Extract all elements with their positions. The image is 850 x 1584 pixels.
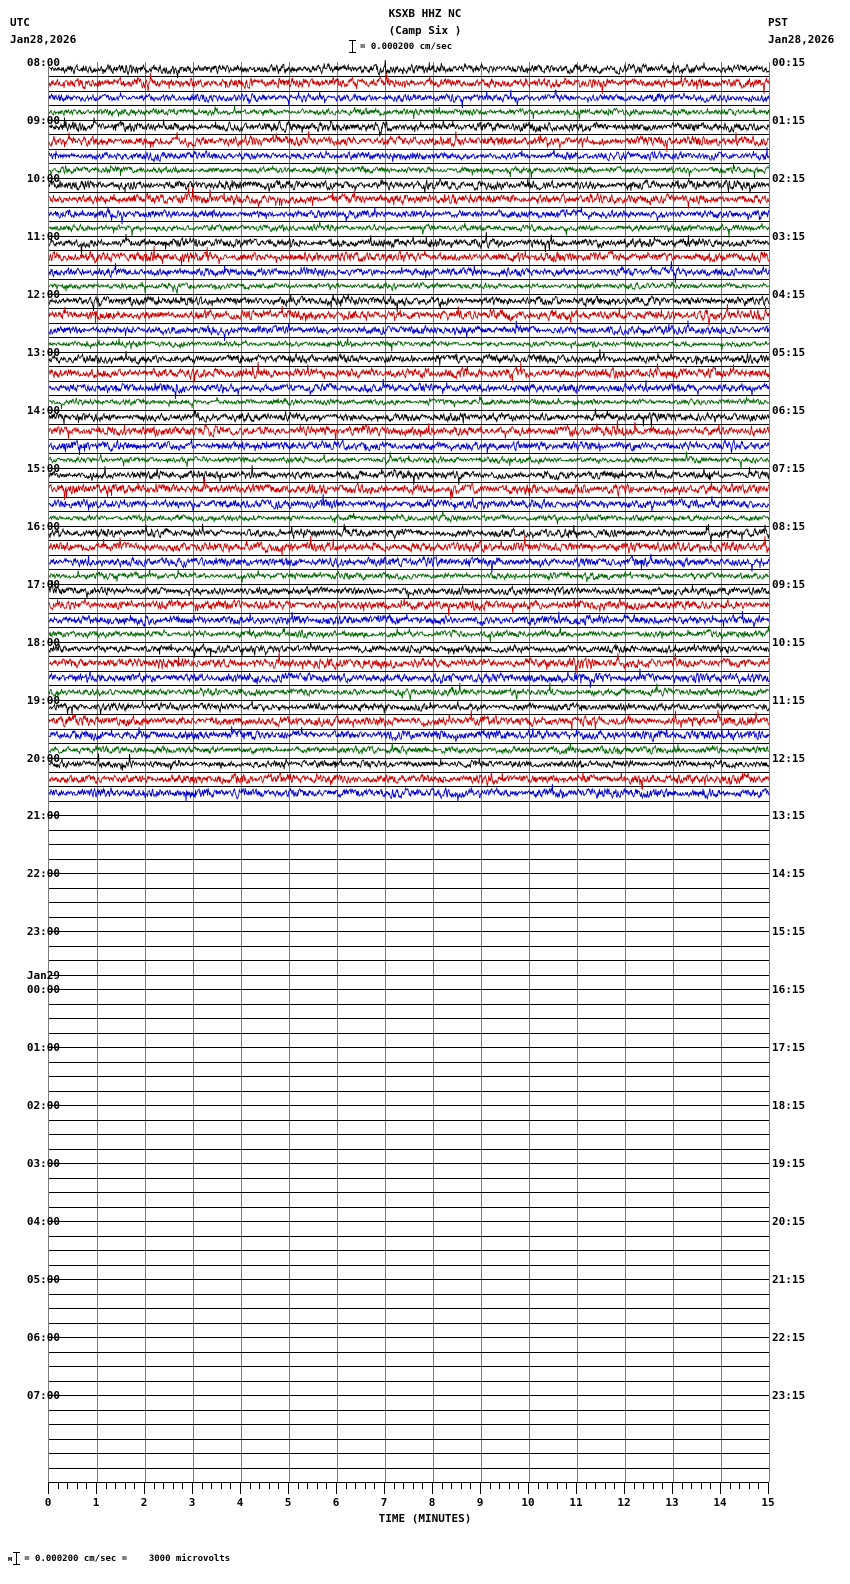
trace-baseline	[49, 888, 769, 889]
pst-time-label: 19:15	[772, 1157, 806, 1171]
axis-tick-minor	[422, 1483, 423, 1489]
trace-baseline	[49, 815, 769, 816]
axis-tick-major	[288, 1483, 289, 1494]
footer-scale-note	[8, 1552, 230, 1565]
trace-baseline	[49, 1250, 769, 1251]
axis-tick-minor	[730, 1483, 731, 1489]
trace-baseline	[49, 975, 769, 976]
trace-baseline	[49, 960, 769, 961]
axis-tick-minor	[634, 1483, 635, 1489]
axis-tick-label: 13	[665, 1496, 679, 1509]
pst-time-label: 17:15	[772, 1041, 806, 1055]
axis-tick-minor	[269, 1483, 270, 1489]
trace-baseline	[49, 1381, 769, 1382]
axis-tick-label: 5	[284, 1496, 292, 1509]
footer-scale-bar-icon	[13, 1552, 20, 1565]
utc-time-label: 05:00	[26, 1273, 60, 1287]
axis-tick-minor	[739, 1483, 740, 1489]
right-timezone-label: PST	[768, 16, 788, 29]
axis-tick-minor	[518, 1483, 519, 1489]
axis-tick-label: 2	[140, 1496, 148, 1509]
station-title: KSXB HHZ NC	[388, 7, 462, 20]
pst-time-label: 06:15	[772, 403, 806, 417]
utc-time-label: 10:00	[26, 171, 60, 185]
axis-tick-minor	[58, 1483, 59, 1489]
axis-tick-minor	[250, 1483, 251, 1489]
pst-time-label: 08:15	[772, 519, 806, 533]
utc-time-label: 03:00	[26, 1157, 60, 1171]
trace-baseline	[49, 1120, 769, 1121]
axis-tick-label: 15	[761, 1496, 775, 1509]
axis-tick-minor	[317, 1483, 318, 1489]
trace-baseline	[49, 1149, 769, 1150]
utc-time-label: 17:00	[26, 577, 60, 591]
utc-time-label: 11:00	[26, 229, 60, 243]
trace-baseline	[49, 1308, 769, 1309]
axis-tick-minor	[278, 1483, 279, 1489]
axis-tick-major	[528, 1483, 529, 1494]
utc-time-label: 13:00	[26, 345, 60, 359]
helicorder-plot[interactable]	[48, 62, 770, 1482]
axis-tick-minor	[211, 1483, 212, 1489]
utc-time-label: 23:00	[26, 925, 60, 939]
utc-time-label: 16:00	[26, 519, 60, 533]
axis-tick-minor	[691, 1483, 692, 1489]
axis-tick-minor	[442, 1483, 443, 1489]
axis-tick-minor	[595, 1483, 596, 1489]
x-axis-title: TIME (MINUTES)	[378, 1512, 472, 1525]
trace-baseline	[49, 1221, 769, 1222]
left-date-label: Jan28,2026	[10, 33, 77, 46]
utc-time-label: 08:00	[26, 56, 60, 69]
pst-time-label: 03:15	[772, 229, 806, 243]
pst-time-label: 20:15	[772, 1215, 806, 1229]
trace-baseline	[49, 830, 769, 831]
axis-tick-minor	[403, 1483, 404, 1489]
axis-tick-minor	[365, 1483, 366, 1489]
axis-tick-minor	[355, 1483, 356, 1489]
micro-symbol: м	[8, 1554, 13, 1563]
trace-baseline	[49, 931, 769, 932]
axis-tick-major	[384, 1483, 385, 1494]
axis-tick-label: 3	[188, 1496, 196, 1509]
axis-tick-minor	[230, 1483, 231, 1489]
scale-bar-icon	[349, 40, 356, 53]
axis-tick-label: 0	[44, 1496, 52, 1509]
axis-tick-label: 10	[521, 1496, 535, 1509]
pst-time-label: 18:15	[772, 1099, 806, 1113]
axis-tick-major	[96, 1483, 97, 1494]
trace-baseline	[49, 1192, 769, 1193]
trace-baseline	[49, 1134, 769, 1135]
axis-tick-minor	[202, 1483, 203, 1489]
trace-baseline	[49, 1424, 769, 1425]
pst-time-label: 21:15	[772, 1273, 806, 1287]
right-date-label: Jan28,2026	[768, 33, 835, 46]
amplitude-scale-legend	[349, 40, 452, 53]
utc-time-label: 19:00	[26, 693, 60, 707]
pst-time-label: 13:15	[772, 809, 806, 823]
axis-tick-minor	[67, 1483, 68, 1489]
axis-tick-major	[144, 1483, 145, 1494]
utc-time-label: 15:00	[26, 461, 60, 475]
pst-time-label: 10:15	[772, 635, 806, 649]
pst-time-label: 15:15	[772, 925, 806, 939]
pst-time-label: 07:15	[772, 461, 806, 475]
axis-tick-minor	[134, 1483, 135, 1489]
trace-baseline	[49, 1047, 769, 1048]
axis-tick-minor	[106, 1483, 107, 1489]
utc-time-label: 00:00	[26, 983, 60, 997]
utc-time-label: 22:00	[26, 867, 60, 881]
axis-tick-minor	[710, 1483, 711, 1489]
trace-baseline	[49, 1018, 769, 1019]
trace-baseline	[49, 1236, 769, 1237]
pst-time-label: 23:15	[772, 1389, 806, 1403]
axis-tick-minor	[605, 1483, 606, 1489]
axis-tick-major	[624, 1483, 625, 1494]
axis-tick-minor	[701, 1483, 702, 1489]
helicorder-canvas	[49, 62, 769, 1482]
axis-tick-minor	[653, 1483, 654, 1489]
axis-tick-minor	[566, 1483, 567, 1489]
axis-tick-major	[576, 1483, 577, 1494]
left-timezone-label: UTC	[10, 16, 30, 29]
axis-tick-minor	[374, 1483, 375, 1489]
utc-time-label: 09:00	[26, 113, 60, 127]
axis-tick-minor	[749, 1483, 750, 1489]
utc-time-label: 06:00	[26, 1331, 60, 1345]
axis-tick-minor	[163, 1483, 164, 1489]
axis-tick-label: 9	[476, 1496, 484, 1509]
axis-tick-minor	[259, 1483, 260, 1489]
footer-scale-text: = 0.000200 cm/sec = 3000 microvolts	[24, 1553, 231, 1564]
axis-tick-minor	[547, 1483, 548, 1489]
axis-tick-minor	[173, 1483, 174, 1489]
pst-time-label: 11:15	[772, 693, 806, 707]
axis-tick-minor	[461, 1483, 462, 1489]
day-change-label: Jan29	[26, 969, 60, 983]
trace-baseline	[49, 859, 769, 860]
axis-tick-minor	[413, 1483, 414, 1489]
axis-tick-minor	[509, 1483, 510, 1489]
trace-baseline	[49, 1337, 769, 1338]
axis-tick-minor	[499, 1483, 500, 1489]
trace-baseline	[49, 989, 769, 990]
pst-time-label: 14:15	[772, 867, 806, 881]
axis-tick-minor	[77, 1483, 78, 1489]
pst-time-label: 00:15	[772, 56, 806, 69]
trace-baseline	[49, 1178, 769, 1179]
site-name: (Camp Six )	[388, 24, 462, 37]
trace-baseline	[49, 1076, 769, 1077]
trace-baseline	[49, 844, 769, 845]
pst-time-label: 04:15	[772, 287, 806, 301]
axis-tick-minor	[643, 1483, 644, 1489]
pst-time-label: 01:15	[772, 113, 806, 127]
axis-tick-label: 6	[332, 1496, 340, 1509]
trace-baseline	[49, 1366, 769, 1367]
trace-baseline	[49, 1004, 769, 1005]
trace-baseline	[49, 946, 769, 947]
axis-tick-minor	[614, 1483, 615, 1489]
axis-tick-major	[192, 1483, 193, 1494]
axis-tick-major	[432, 1483, 433, 1494]
axis-tick-minor	[125, 1483, 126, 1489]
trace-baseline	[49, 1294, 769, 1295]
axis-tick-minor	[86, 1483, 87, 1489]
axis-tick-minor	[307, 1483, 308, 1489]
utc-time-label: 18:00	[26, 635, 60, 649]
axis-tick-minor	[298, 1483, 299, 1489]
utc-time-label: 14:00	[26, 403, 60, 417]
axis-tick-major	[768, 1483, 769, 1494]
trace-baseline	[49, 1105, 769, 1106]
time-axis	[48, 1482, 769, 1496]
pst-time-label: 09:15	[772, 577, 806, 591]
axis-tick-major	[336, 1483, 337, 1494]
axis-tick-minor	[394, 1483, 395, 1489]
trace-baseline	[49, 1033, 769, 1034]
pst-time-label: 12:15	[772, 751, 806, 765]
trace-baseline	[49, 902, 769, 903]
axis-tick-minor	[182, 1483, 183, 1489]
axis-tick-minor	[154, 1483, 155, 1489]
axis-tick-label: 14	[713, 1496, 727, 1509]
trace-baseline	[49, 1062, 769, 1063]
axis-tick-label: 12	[617, 1496, 631, 1509]
utc-time-label: 01:00	[26, 1041, 60, 1055]
trace-baseline	[49, 1395, 769, 1396]
axis-tick-label: 11	[569, 1496, 583, 1509]
axis-baseline	[48, 1482, 769, 1483]
utc-time-label: 20:00	[26, 751, 60, 765]
trace-baseline	[49, 1410, 769, 1411]
axis-tick-major	[480, 1483, 481, 1494]
trace-baseline	[49, 1352, 769, 1353]
pst-time-label: 16:15	[772, 983, 806, 997]
axis-tick-minor	[221, 1483, 222, 1489]
axis-tick-label: 7	[380, 1496, 388, 1509]
trace-baseline	[49, 1163, 769, 1164]
trace-baseline	[49, 1265, 769, 1266]
axis-tick-minor	[758, 1483, 759, 1489]
pst-time-label: 02:15	[772, 171, 806, 185]
utc-time-label: 02:00	[26, 1099, 60, 1113]
axis-tick-major	[720, 1483, 721, 1494]
axis-tick-minor	[470, 1483, 471, 1489]
utc-time-label: 04:00	[26, 1215, 60, 1229]
axis-tick-label: 8	[428, 1496, 436, 1509]
axis-tick-minor	[490, 1483, 491, 1489]
trace-baseline	[49, 1453, 769, 1454]
pst-time-label: 05:15	[772, 345, 806, 359]
utc-time-label: 12:00	[26, 287, 60, 301]
trace-baseline	[49, 1279, 769, 1280]
axis-tick-label: 1	[92, 1496, 100, 1509]
axis-tick-minor	[346, 1483, 347, 1489]
axis-tick-major	[48, 1483, 49, 1494]
scale-legend-text: = 0.000200 cm/sec	[360, 41, 453, 52]
trace-baseline	[49, 1323, 769, 1324]
axis-tick-minor	[662, 1483, 663, 1489]
trace-baseline	[49, 917, 769, 918]
axis-tick-minor	[557, 1483, 558, 1489]
trace-baseline	[49, 1091, 769, 1092]
trace-baseline	[49, 1468, 769, 1469]
trace-baseline	[49, 1207, 769, 1208]
axis-tick-minor	[326, 1483, 327, 1489]
axis-tick-major	[240, 1483, 241, 1494]
axis-tick-minor	[586, 1483, 587, 1489]
axis-tick-minor	[115, 1483, 116, 1489]
seismic-trace	[49, 778, 769, 808]
axis-tick-minor	[538, 1483, 539, 1489]
axis-tick-label: 4	[236, 1496, 244, 1509]
axis-tick-major	[672, 1483, 673, 1494]
pst-time-label: 22:15	[772, 1331, 806, 1345]
utc-time-label: 07:00	[26, 1389, 60, 1403]
axis-tick-minor	[451, 1483, 452, 1489]
trace-baseline	[49, 873, 769, 874]
axis-tick-minor	[682, 1483, 683, 1489]
utc-time-label: 21:00	[26, 809, 60, 823]
trace-baseline	[49, 1439, 769, 1440]
